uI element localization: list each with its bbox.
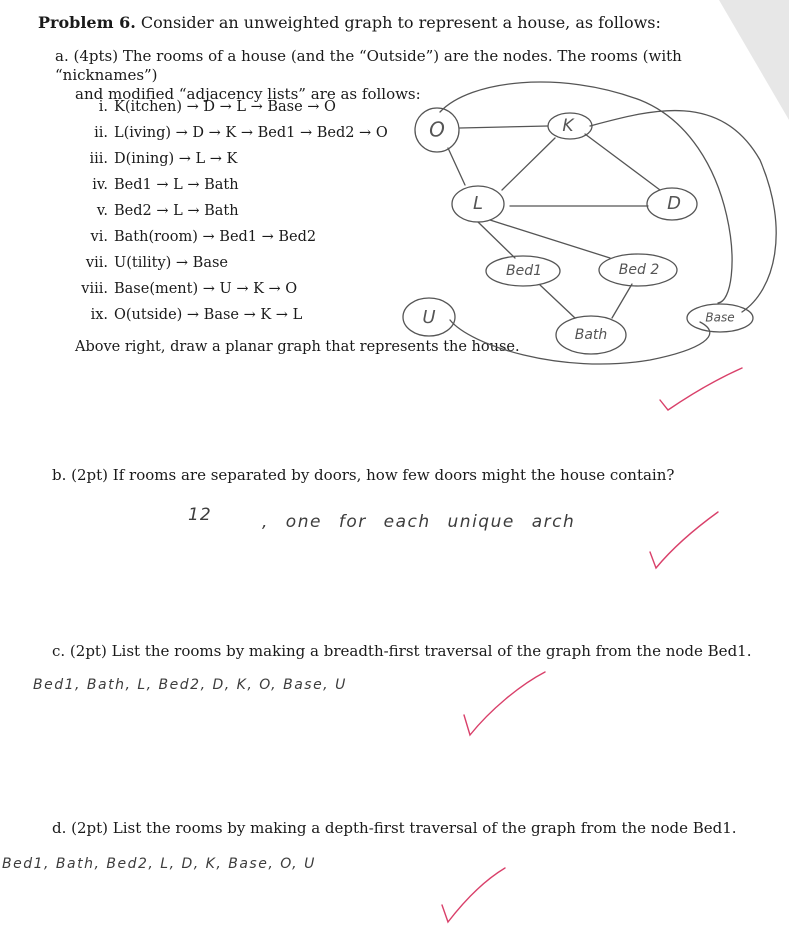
edge-o-l [448,148,465,185]
list-item: ii. L(iving) → D → K → Bed1 → Bed2 → O [94,125,388,141]
node-base-label: Base [705,310,735,325]
edge-l-bed1 [478,222,515,258]
check-mark-d-icon [442,868,505,922]
edge-bed2-bath [612,284,632,318]
node-d-label: D [667,193,681,214]
list-item: ix. O(utside) → Base → K → L [90,307,303,323]
part-b-answer-text: , one for each unique arch [262,512,576,532]
node-bed2-label: Bed 2 [618,262,660,278]
edge-bed1-bath [540,285,575,318]
edge-k-base [590,111,776,312]
part-b-answer-number: 12 [188,505,212,525]
part-d-answer: Bed1, Bath, Bed2, L, D, K, Base, O, U [2,856,316,872]
edge-k-d [585,134,660,190]
list-item: vii. U(tility) → Base [85,255,228,271]
node-bed1-label: Bed1 [505,263,543,279]
node-bath-label: Bath [574,327,608,343]
check-mark-a-icon [660,368,742,410]
problem-intro: Consider an unweighted graph to represent a house, as follows: [140,13,661,32]
edge-l-bed2 [490,220,610,258]
list-item: vi. Bath(room) → Bed1 → Bed2 [90,229,317,245]
part-a-marker: a. [55,47,69,65]
part-c-text: c. (2pt) List the rooms by making a breadth-first traversal of the graph from the node Bed1. [52,642,752,660]
problem-label: Problem 6. [38,13,136,32]
check-mark-b-icon [650,512,718,568]
node-o-label: O [429,117,445,142]
node-u-label: U [422,307,436,328]
edge-k-l [502,138,555,190]
list-item: iv. Bed1 → L → Bath [92,177,239,193]
list-item: iii. D(ining) → L → K [89,151,238,167]
check-mark-c-icon [464,672,545,735]
node-l-label: L [472,193,484,214]
list-item: viii. Base(ment) → U → K → O [81,281,298,297]
part-b-text: b. (2pt) If rooms are separated by doors, how few doors might the house contain? [52,466,675,484]
list-item: v. Bed2 → L → Bath [96,203,239,219]
draw-instruction: Above right, draw a planar graph that represents the house. [75,339,520,355]
node-k-label: K [562,116,574,136]
part-a-line2: and modified “adjacency lists” are as follows: [75,85,421,103]
part-c-answer: Bed1, Bath, L, Bed2, D, K, O, Base, U [33,677,347,693]
list-item: i. K(itchen) → D → L → Base → O [98,99,336,115]
part-d-text: d. (2pt) List the rooms by making a depth-first traversal of the graph from the node Bed1. [52,819,737,837]
edge-o-k [460,126,548,128]
part-a-line1: (4pts) The rooms of a house (and the “Outside”) are the nodes. The rooms (with “nicknames”) [55,47,682,84]
